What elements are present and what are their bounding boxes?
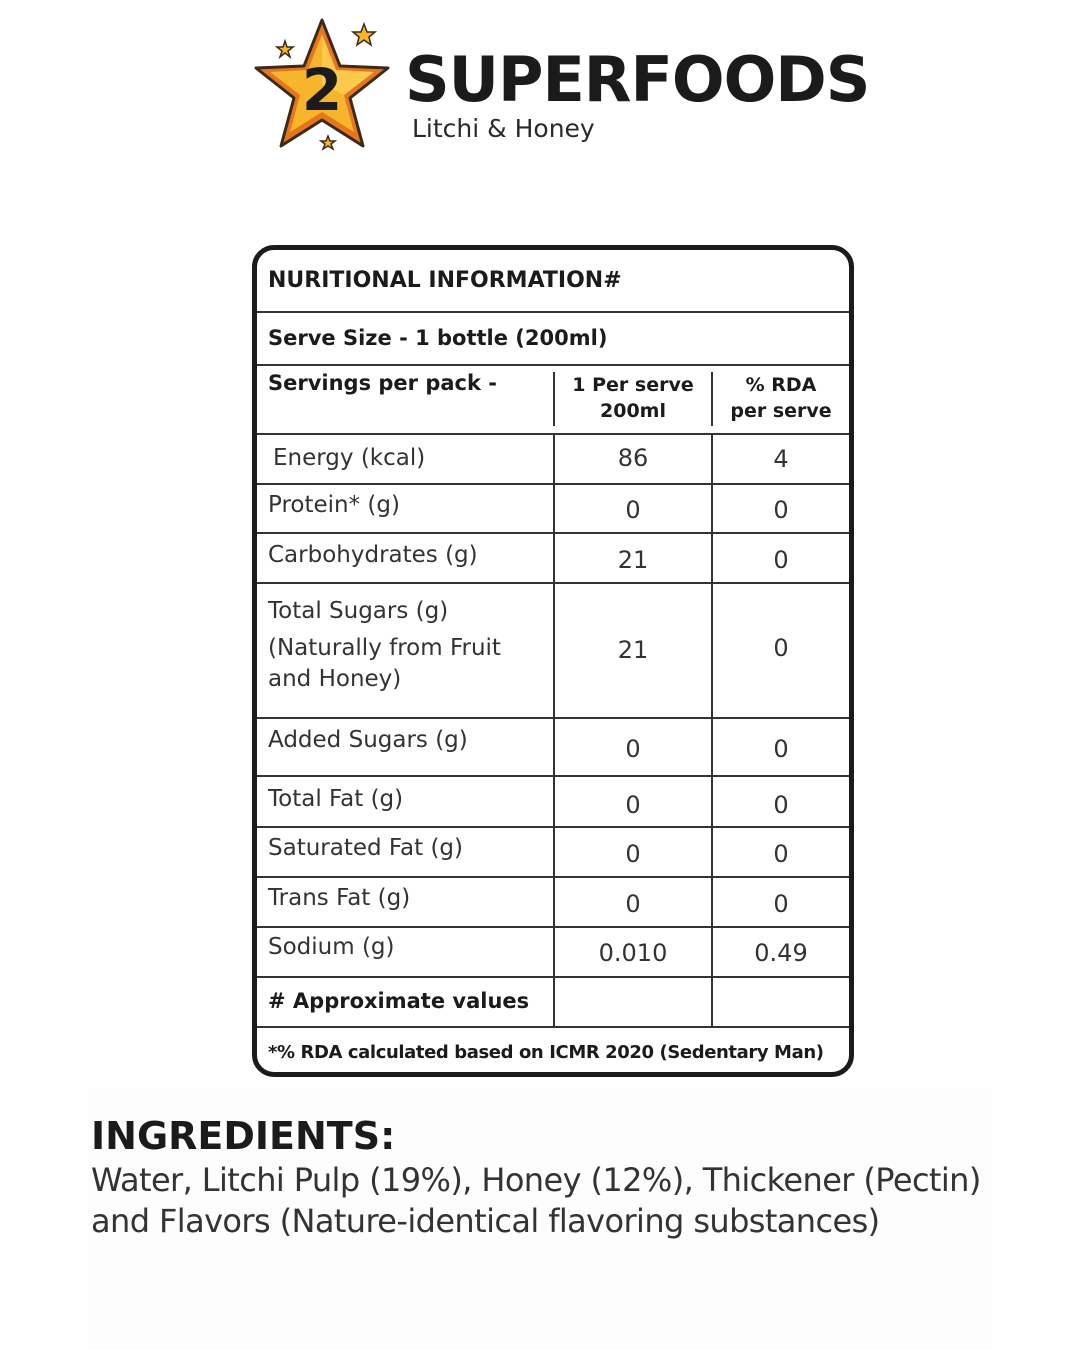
nutrient-name: Total Sugars (g)	[268, 598, 449, 624]
nutrition-heading: NURITIONAL INFORMATION#	[268, 267, 622, 293]
nutrient-note-line2: and Honey)	[268, 666, 402, 692]
per-serve-value: 0	[625, 496, 641, 524]
divider	[257, 364, 849, 366]
nutrition-panel	[252, 245, 854, 1077]
nutrient-note-line1: (Naturally from Fruit	[268, 635, 501, 661]
brand-title: SUPERFOODS	[405, 43, 870, 116]
rda-value: 0	[773, 890, 789, 918]
rda-value: 0	[773, 634, 789, 662]
rda-value: 0	[773, 791, 789, 819]
column-divider	[553, 372, 555, 426]
footnote: *% RDA calculated based on ICMR 2020 (Sedentary Man)	[268, 1041, 824, 1063]
nutrient-name: Protein* (g)	[268, 492, 400, 518]
nutrient-name-block	[268, 596, 553, 695]
column-divider	[711, 434, 713, 1027]
serve-size: Serve Size - 1 bottle (200ml)	[268, 326, 608, 350]
servings-label: Servings per pack -	[268, 371, 497, 395]
per-serve-value: 0	[625, 840, 641, 868]
approx-label: # Approximate values	[268, 989, 530, 1013]
col-per-serve-line2: 200ml	[600, 400, 666, 422]
column-divider	[711, 372, 713, 426]
col-rda-line1: % RDA	[745, 374, 817, 396]
per-serve-value: 0	[625, 890, 641, 918]
logo-number: 2	[301, 56, 343, 124]
nutrient-name: Energy (kcal)	[273, 445, 426, 471]
ingredients-line2: and Flavors (Nature-identical flavoring substances)	[91, 1202, 880, 1240]
rda-value: 0	[773, 546, 789, 574]
per-serve-value: 0.010	[598, 939, 668, 967]
nutrient-name: Added Sugars (g)	[268, 727, 468, 753]
ingredients-text	[91, 1160, 991, 1242]
small-star-icon	[321, 136, 335, 149]
ingredients-section	[88, 1088, 992, 1350]
per-serve-value: 21	[617, 636, 649, 664]
ingredients-line1: Water, Litchi Pulp (19%), Honey (12%), Thickener (Pectin)	[91, 1161, 981, 1199]
brand-subtitle: Litchi & Honey	[412, 114, 595, 143]
per-serve-value: 21	[617, 546, 649, 574]
small-star-icon	[277, 41, 293, 57]
nutrient-name: Sodium (g)	[268, 934, 395, 960]
nutrient-name: Trans Fat (g)	[268, 885, 411, 911]
rda-value: 0.49	[754, 939, 808, 967]
nutrient-name: Carbohydrates (g)	[268, 542, 478, 568]
rda-value: 4	[773, 445, 789, 473]
nutrient-name: Total Fat (g)	[268, 786, 404, 812]
rda-value: 0	[773, 735, 789, 763]
rda-value: 0	[773, 496, 789, 524]
per-serve-value: 0	[625, 791, 641, 819]
column-divider	[553, 434, 555, 1027]
small-star-icon	[353, 24, 375, 45]
rda-value: 0	[773, 840, 789, 868]
per-serve-value: 86	[617, 444, 649, 472]
star-logo-icon	[252, 14, 392, 154]
ingredients-title: INGREDIENTS:	[91, 1114, 396, 1158]
col-rda-line2: per serve	[730, 400, 832, 422]
nutrient-name: Saturated Fat (g)	[268, 835, 464, 861]
per-serve-value: 0	[625, 735, 641, 763]
col-per-serve-line1: 1 Per serve	[572, 374, 694, 396]
